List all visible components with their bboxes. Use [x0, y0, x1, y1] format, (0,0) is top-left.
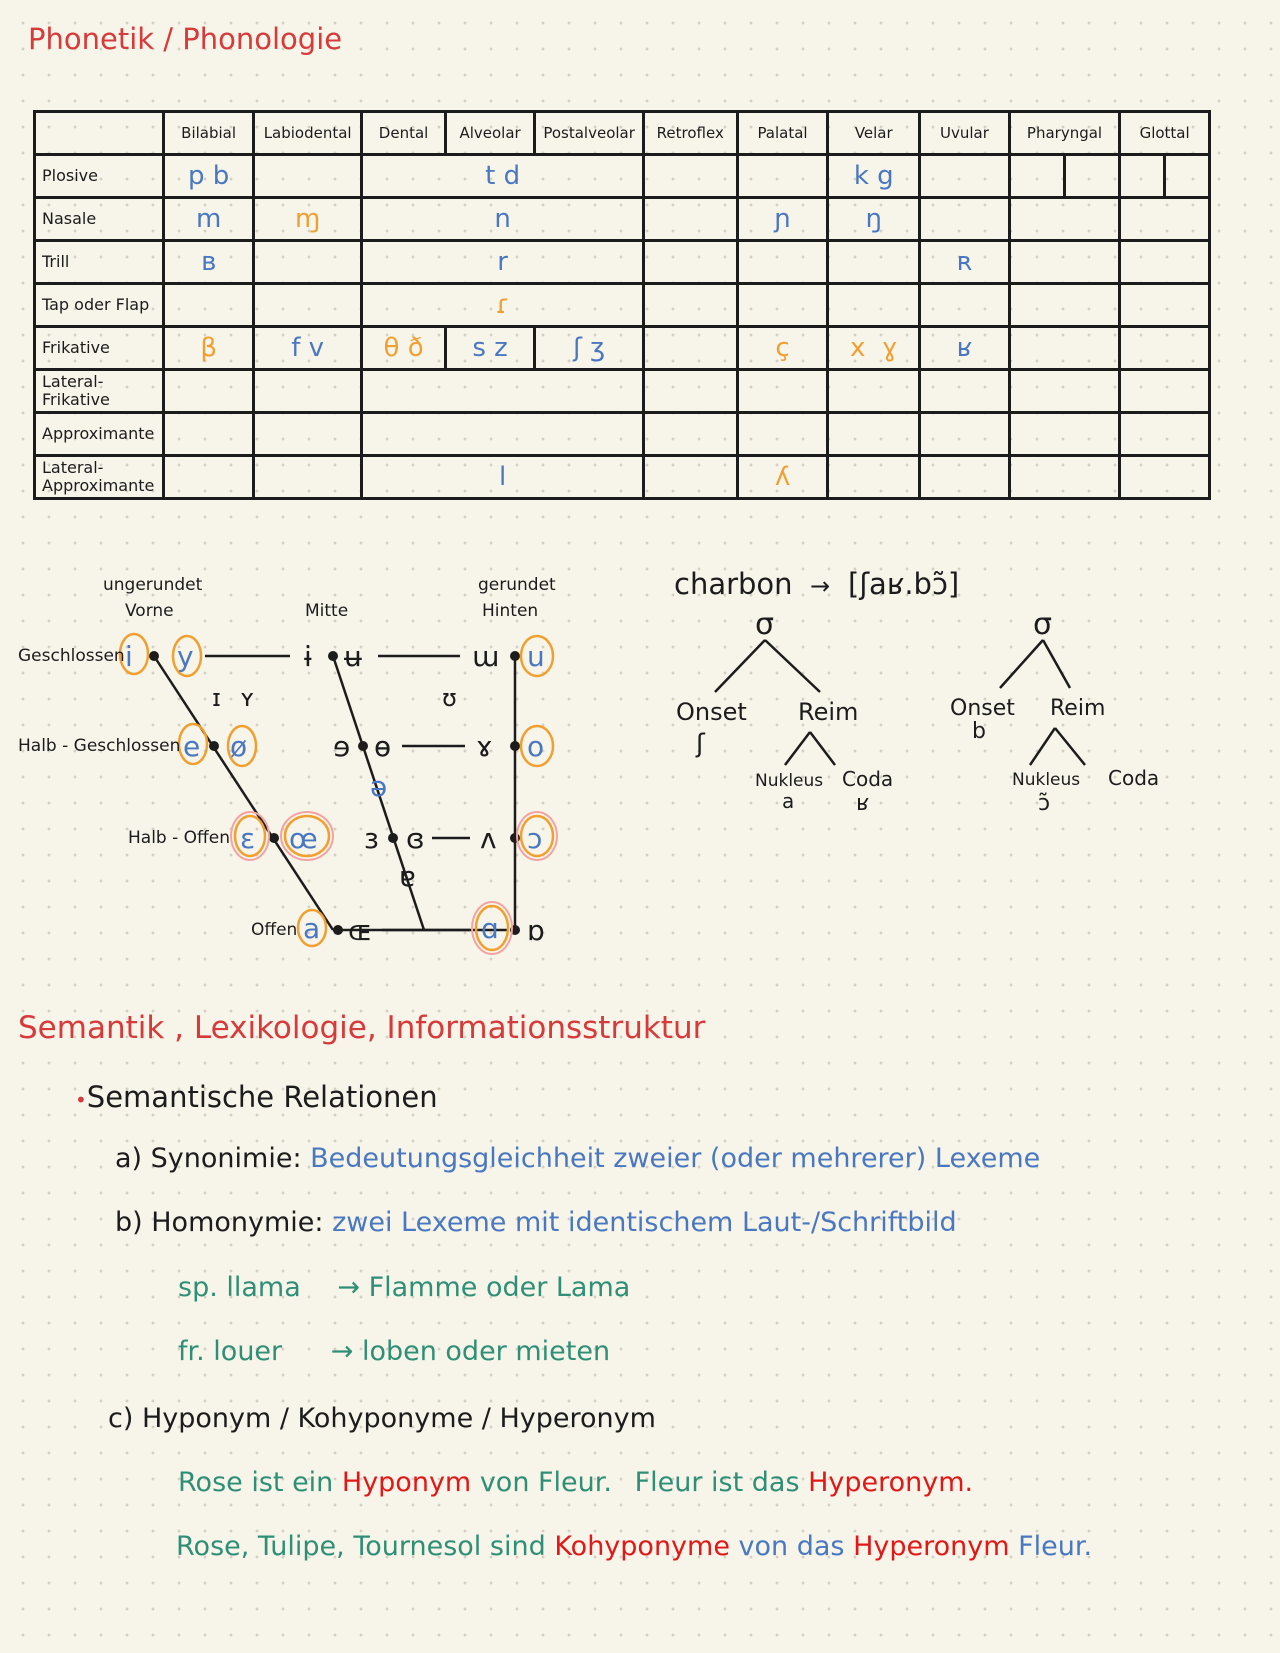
table-header-row — [35, 112, 1210, 155]
tree-1-sigma: σ — [755, 607, 775, 642]
vowel-epsilon: ɛ — [240, 822, 256, 855]
item-a-label: a) Synonimie: — [115, 1143, 302, 1174]
cell — [253, 241, 361, 284]
item-b — [115, 1207, 957, 1238]
label-vorne: Vorne — [125, 601, 174, 621]
item-c-line-1 — [178, 1467, 973, 1498]
cell — [643, 198, 737, 241]
cell: m — [164, 198, 254, 241]
vowel-rams-horns: ɤ — [476, 730, 493, 763]
vowel-barred-i: ɨ — [304, 640, 312, 673]
cell — [1120, 284, 1210, 327]
cell — [253, 456, 361, 499]
cell: ɲ — [737, 198, 828, 241]
vowel-i: i — [125, 640, 133, 673]
cell — [1120, 327, 1210, 370]
cell — [737, 284, 828, 327]
vowel-u: u — [527, 640, 545, 673]
table-row — [35, 241, 1210, 284]
item-b-text: zwei Lexeme mit identischem Laut-/Schriftbild — [332, 1207, 957, 1238]
cell: l — [362, 456, 643, 499]
tree-2-onset: b — [972, 719, 986, 744]
cell — [164, 456, 254, 499]
vowel-y: y — [177, 640, 194, 673]
cell — [1009, 370, 1120, 413]
cell — [737, 155, 828, 198]
cell — [920, 370, 1010, 413]
col-header: Palatal — [737, 112, 828, 155]
cell — [1009, 241, 1120, 284]
row-header: Tap oder Flap — [35, 284, 164, 327]
cell — [643, 370, 737, 413]
col-header: Postalveolar — [535, 112, 643, 155]
cell — [828, 413, 920, 456]
table-row — [35, 284, 1210, 327]
table-row — [35, 456, 1210, 499]
vowel-barred-u: ʉ — [344, 640, 362, 673]
tree-1-reim-label: Reim — [798, 698, 859, 726]
cell — [643, 155, 737, 198]
vowel-turned-m: ɯ — [472, 640, 500, 673]
label-hinten: Hinten — [482, 601, 539, 621]
cell — [1120, 198, 1210, 241]
cell — [1009, 155, 1120, 198]
cell: f v — [253, 327, 361, 370]
vowel-turned-alpha: ɒ — [527, 914, 545, 947]
row-header: Lateral- Approximante — [35, 456, 164, 499]
item-a — [115, 1143, 1040, 1174]
cell — [828, 241, 920, 284]
row-header: Plosive — [35, 155, 164, 198]
cell — [920, 155, 1010, 198]
c1-hyponym: Hyponym — [341, 1467, 472, 1498]
tree-2-onset-label: Onset — [950, 696, 1015, 721]
cell — [164, 413, 254, 456]
tree-2-nukleus: ɔ̃ — [1038, 791, 1051, 816]
row-header: Nasale — [35, 198, 164, 241]
col-header: Retroflex — [643, 112, 737, 155]
label-geschlossen: Geschlossen — [18, 646, 125, 666]
cell — [164, 284, 254, 327]
col-header: Uvular — [920, 112, 1010, 155]
vowel-oe: œ — [289, 822, 318, 855]
c2-kohyponyme: Kohyponyme — [554, 1531, 730, 1562]
cell — [1009, 456, 1120, 499]
cell: k g — [828, 155, 920, 198]
velar-fricative-g: ɣ — [881, 333, 898, 363]
vowel-open-o: ɔ — [527, 822, 543, 855]
tree-2-sigma: σ — [1033, 607, 1053, 642]
cell: n — [362, 198, 643, 241]
example-1-target: → Flamme oder Lama — [337, 1272, 631, 1303]
cell — [1009, 198, 1120, 241]
vowel-dots — [149, 651, 520, 935]
row-header: Frikative — [35, 327, 164, 370]
vowel-closed-reversed-epsilon: ɞ — [406, 822, 425, 855]
subtitle-text: Semantische Relationen — [86, 1080, 438, 1114]
label-halb-offen: Halb - Offen — [128, 828, 230, 848]
label-halb-geschlossen: Halb - Geschlossen — [18, 736, 181, 756]
cell — [920, 413, 1010, 456]
syllable-word: charbon — [674, 567, 793, 601]
cell: ʙ — [164, 241, 254, 284]
cell — [253, 155, 361, 198]
cell — [253, 413, 361, 456]
c1-part: Rose ist ein — [178, 1467, 334, 1498]
cell — [828, 327, 920, 370]
col-header: Alveolar — [445, 112, 535, 155]
table-row — [35, 198, 1210, 241]
item-c-label: c) Hyponym / Kohyponyme / Hyperonym — [108, 1403, 656, 1434]
vowel-schwa: ə — [370, 770, 388, 803]
c2-hyperonym: Hyperonym — [853, 1531, 1010, 1562]
tree-1-onset: ʃ — [696, 729, 705, 759]
cell — [1120, 370, 1210, 413]
cell — [737, 413, 828, 456]
item-b-example-1 — [178, 1272, 630, 1303]
vowel-oe-cap: ɶ — [348, 914, 373, 947]
row-header: Approximante — [35, 413, 164, 456]
cell: r — [362, 241, 643, 284]
vowel-o: o — [527, 730, 545, 763]
cell — [920, 456, 1010, 499]
col-header: Labiodental — [253, 112, 361, 155]
vowel-chart-lines — [154, 656, 515, 930]
velar-fricative-x: x — [850, 333, 866, 363]
cell: s z — [445, 327, 535, 370]
cell — [643, 456, 737, 499]
c2-part: Fleur. — [1018, 1531, 1093, 1562]
tree-1-nukleus: a — [782, 789, 795, 813]
cell — [643, 241, 737, 284]
cell: ʀ — [920, 241, 1010, 284]
vowel-turned-a: ɐ — [399, 860, 416, 893]
tree-2-nukleus-label: Nukleus — [1012, 770, 1081, 790]
cell — [643, 284, 737, 327]
col-header: Glottal — [1120, 112, 1210, 155]
vowel-small-i: ɪ — [212, 684, 221, 712]
cell — [1120, 413, 1210, 456]
cell: ɱ — [253, 198, 361, 241]
vowel-chart — [0, 560, 600, 960]
tree-1-coda: ʁ — [856, 791, 870, 816]
col-header: Velar — [828, 112, 920, 155]
cell — [1009, 413, 1120, 456]
cell — [1120, 241, 1210, 284]
cell: p b — [164, 155, 254, 198]
item-c-line-2 — [176, 1531, 1092, 1562]
vowel-reversed-epsilon: ɜ — [364, 822, 379, 855]
cell — [253, 370, 361, 413]
table-row — [35, 370, 1210, 413]
cell: θ ð — [362, 327, 445, 370]
syllable-arrow: → — [810, 572, 831, 600]
tree-2-reim-label: Reim — [1050, 696, 1106, 721]
tree-1-nukleus-label: Nukleus — [755, 771, 824, 791]
cell — [643, 327, 737, 370]
cell — [920, 198, 1010, 241]
cell — [164, 370, 254, 413]
cell — [643, 413, 737, 456]
table-row — [35, 413, 1210, 456]
cell: t d — [362, 155, 643, 198]
cell: ʁ — [920, 327, 1010, 370]
row-header: Trill — [35, 241, 164, 284]
syllable-transcription: [ʃaʁ.bɔ̃] — [848, 567, 960, 601]
tree-1-coda-label: Coda — [842, 767, 894, 791]
vowel-reversed-e: ɘ — [333, 730, 351, 763]
label-gerundet: gerundet — [478, 575, 556, 595]
cell: ŋ — [828, 198, 920, 241]
cell — [1120, 456, 1210, 499]
c2-part: Rose, Tulipe, Tournesol sind — [176, 1531, 546, 1562]
item-a-text: Bedeutungsgleichheit zweier (oder mehrerer) Lexeme — [310, 1143, 1041, 1174]
col-header: Pharyngal — [1009, 112, 1120, 155]
cell — [1009, 284, 1120, 327]
label-ungerundet: ungerundet — [103, 575, 203, 595]
tree-2-coda-label: Coda — [1108, 766, 1160, 790]
cell — [828, 370, 920, 413]
cell — [1009, 327, 1120, 370]
cell: ʃ ʒ — [535, 327, 643, 370]
table-row — [35, 155, 1210, 198]
c1-part: von Fleur. — [479, 1467, 612, 1498]
example-2-source: fr. louer — [178, 1336, 283, 1367]
vowel-e: e — [183, 730, 201, 763]
c1-hyperonym: Hyperonym. — [808, 1467, 974, 1498]
vowel-barred-o: ɵ — [374, 730, 392, 763]
cell — [828, 284, 920, 327]
syllable-diagram — [660, 560, 1220, 860]
cell — [1120, 155, 1210, 198]
item-b-label: b) Homonymie: — [115, 1207, 324, 1238]
cell: ɾ — [362, 284, 643, 327]
label-mitte: Mitte — [305, 601, 349, 621]
example-2-target: → loben oder mieten — [330, 1336, 611, 1367]
vowel-o-slash: ø — [230, 730, 248, 763]
section-subtitle — [75, 1080, 438, 1114]
label-offen: Offen — [251, 920, 298, 940]
cell — [362, 370, 643, 413]
vowel-a: a — [303, 912, 321, 945]
cell: β — [164, 327, 254, 370]
cell — [920, 284, 1010, 327]
cell: ʎ — [737, 456, 828, 499]
c2-part: von das — [738, 1531, 845, 1562]
vowel-small-y: ʏ — [240, 684, 255, 712]
example-1-source: sp. llama — [178, 1272, 301, 1303]
tree-1-onset-label: Onset — [676, 698, 747, 726]
cell — [737, 370, 828, 413]
cell — [828, 456, 920, 499]
cell — [253, 284, 361, 327]
item-b-example-2 — [178, 1336, 610, 1367]
c1-part: Fleur ist das — [634, 1467, 800, 1498]
ipa-consonant-table — [33, 110, 1211, 500]
cell — [362, 413, 643, 456]
cell: ç — [737, 327, 828, 370]
bullet-icon: • — [75, 1088, 87, 1112]
page-title: Phonetik / Phonologie — [28, 22, 343, 56]
cell — [737, 241, 828, 284]
row-header: Lateral- Frikative — [35, 370, 164, 413]
col-header: Dental — [362, 112, 445, 155]
vowel-upsilon: ʊ — [442, 684, 457, 712]
vowel-alpha: ɑ — [481, 912, 499, 945]
col-header: Bilabial — [164, 112, 254, 155]
table-row — [35, 327, 1210, 370]
section-title: Semantik , Lexikologie, Informationsstruktur — [18, 1010, 706, 1046]
corner-cell — [35, 112, 164, 155]
vowel-wedge: ʌ — [480, 822, 497, 855]
vowel-symbols — [125, 640, 545, 947]
